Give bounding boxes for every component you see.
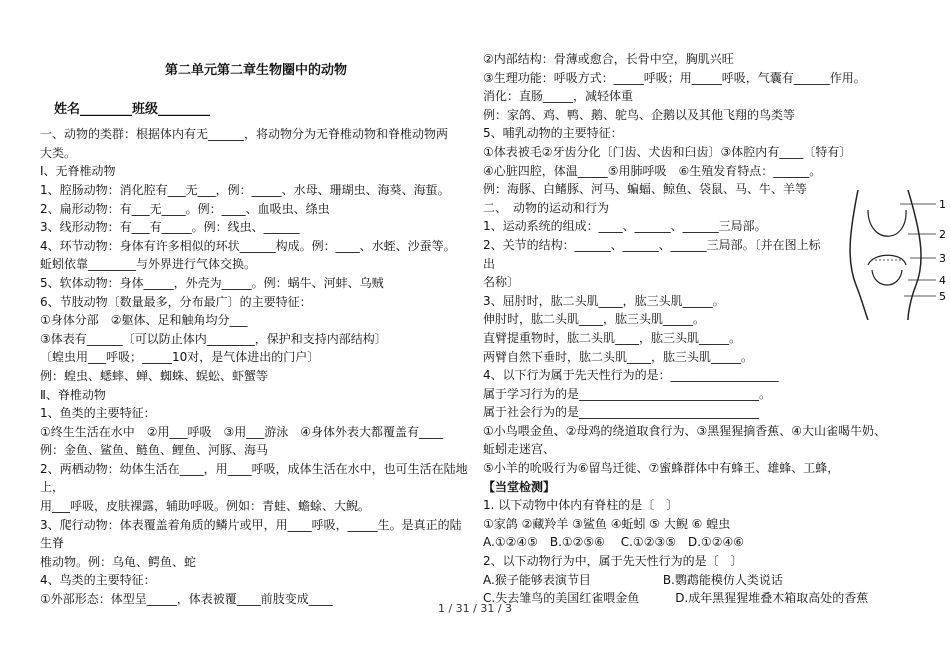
right-text-line: 例：海豚、白鳍豚、河马、蝙蝠、鲸鱼、袋鼠、马、牛、羊等 — [483, 182, 808, 197]
left-text-line: 3、线形动物：有___有_____。例：线虫、______ — [40, 220, 300, 235]
right-text-line: 2、关节的结构：______、______、______三局部。〔并在图上标 — [483, 237, 821, 252]
left-text-line: 5、软体动物：身体_____，外壳为_____。例：蜗牛、河蚌、乌贼 — [40, 275, 384, 290]
right-text-line: 直臂提重物时，肱二头肌____，肱三头肌_____。 — [483, 330, 742, 345]
left-text-line: 2、扁形动物：有___无____。例：____、血吸虫、绦虫 — [40, 201, 330, 216]
left-text-line: ③体表有______〔可以防止体内________，保护和支持内部结构〕 — [40, 331, 387, 346]
left-text-line: ①外部形态：体型呈_____，体表被覆____前肢变成____ — [40, 592, 333, 607]
knee-joint-diagram — [838, 190, 948, 320]
right-text-line: 【当堂检测】 — [483, 479, 556, 494]
left-text-line: Ⅱ、脊椎动物 — [40, 387, 106, 402]
right-text-line: ⑤小羊的吮吸行为⑥留鸟迁徙、⑦蜜蜂群体中有蜂王、雄蜂、工蜂， — [483, 461, 840, 476]
left-text-line: 4、鸟类的主要特征： — [40, 573, 156, 588]
right-text-line: A.猴子能够表演节目 B.鹦鹉能模仿人类说话 — [483, 572, 783, 587]
left-text-line: 例：蝗虫、蟋蟀、蝉、蜘蛛、蜈蚣、虾蟹等 — [40, 368, 269, 383]
right-text-line: 消化：直肠_____，减轻体重 — [483, 89, 634, 104]
right-text-line: 例：家鸽、鸡、鸭、鹅、鸵鸟、企鹅以及其他飞翔的鸟类等 — [483, 107, 796, 122]
lower-bone — [872, 270, 902, 285]
right-text-line: C.失去雏鸟的美国红雀喂金鱼 D.成年黑猩猩堆叠木箱取高处的香蕉 — [483, 591, 869, 606]
left-text-line: 6、节肢动物〔数量最多，分布最广〕的主要特征： — [40, 294, 312, 309]
left-text-line: 用___呼吸，皮肤裸露，辅助呼吸。例如：青蛙、蟾蜍、大鲵。 — [40, 499, 371, 514]
left-text-line: 1、腔肠动物：消化腔有___无___，例：_____、水母、珊瑚虫、海葵、海蜇。 — [40, 182, 450, 197]
right-column — [483, 50, 887, 608]
left-text-line: 例：金鱼、鲨鱼、鲢鱼、鲤鱼、河豚、海马 — [40, 443, 269, 458]
right-text-line: 1、运动系统的组成：____、______、______三局部。 — [483, 219, 767, 234]
right-text-line: ①小鸟喂金鱼、②母鸡的绕道取食行为、③黑猩猩摘香蕉、④大山雀喝牛奶、 — [483, 423, 887, 438]
right-text-line: A.①②④⑤ B.①②⑤⑥ C.①②③⑤ D.①②④⑥ — [483, 535, 745, 550]
left-text-line: Ⅰ、无脊椎动物 — [40, 164, 116, 179]
left-text-line: 2、两栖动物：幼体生活在____，用____呼吸，成体生活在水中，也可生活在陆地 — [40, 461, 468, 476]
right-text-line: 5、哺乳动物的主要特征： — [483, 126, 623, 141]
right-text-line: 出 — [483, 256, 496, 271]
joint-head — [868, 210, 906, 236]
left-text-line: ①身体分部 ②躯体、足和触角均分___ — [40, 313, 248, 328]
left-text-line: 椎动物。例：乌龟、鳄鱼、蛇 — [40, 554, 197, 569]
right-text-line: ①家鸽 ②藏羚羊 ③鲨鱼 ④蚯蚓 ⑤ 大鲵 ⑥ 蝗虫 — [483, 516, 731, 531]
left-text-line: 3、爬行动物：体表覆盖着角质的鳞片或甲，用____呼吸，_____生。是真正的陆 — [40, 517, 462, 532]
diagram-label: 1 — [939, 198, 946, 211]
right-text-line: 蚯蚓走迷宫、 — [483, 442, 556, 457]
right-text-line: 3、屈肘时，肱二头肌____，肱三头肌_____。 — [483, 293, 725, 308]
name-class-row: 姓名________班级________ — [54, 101, 211, 117]
right-text-line: ①体表被毛②牙齿分化〔门齿、犬齿和臼齿〕③体腔内有____〔特有〕 — [483, 144, 852, 159]
diagram-label: 4 — [939, 274, 946, 287]
right-text-line: 二、 动物的运动和行为 — [483, 200, 610, 215]
diagram-label: 5 — [939, 290, 946, 303]
bone-upper-right — [908, 190, 921, 320]
bone-upper-left — [850, 190, 868, 320]
left-text-line: 〔蝗虫用___呼吸；_____10对，是气体进出的门户〕 — [40, 350, 320, 365]
left-column — [40, 62, 472, 609]
left-text-line: 生脊 — [40, 536, 65, 551]
page-footer: 1 / 31 / 31 / 3 — [437, 602, 513, 615]
left-text-line: 4、环节动物：身体有许多相似的环状______构成。例：____、水蛭、沙蚕等。 — [40, 238, 456, 253]
right-text-line: 属于学习行为的是______________________________。 — [483, 386, 772, 401]
right-text-line: 1. 以下动物中体内有脊柱的是〔 〕 — [483, 498, 679, 513]
diagram-label: 3 — [939, 252, 946, 265]
right-text-line: ②内部结构：骨薄或愈合，长骨中空，胸肌兴旺 — [483, 52, 734, 66]
left-text-line: 蚯蚓依靠________与外界进行气体交换。 — [40, 257, 257, 272]
right-text-line: 伸肘时，肱二头肌____，肱三头肌_____。 — [483, 312, 706, 327]
right-text-line: ③生理功能：呼吸方式：_____呼吸；用_____呼吸，气囊有______作用。 — [483, 70, 866, 85]
left-text-line: 1、鱼类的主要特征： — [40, 406, 156, 421]
right-lines — [483, 50, 887, 608]
left-lines — [40, 125, 472, 608]
left-text-line: 一、动物的类群：根据体内有无______，将动物分为无脊椎动物和脊椎动物两 — [40, 127, 449, 142]
right-text-line: ④心脏四腔，体温_____⑤用肺呼吸 ⑥生殖发育特点：______。 — [483, 163, 822, 178]
left-text-line: ①终生生活在水中 ②用___呼吸 ③用___游泳 ④身体外表大都覆盖有____ — [40, 424, 444, 439]
right-text-line: 属于社会行为的是______________________________ — [483, 405, 760, 420]
right-text-line: 两臂自然下垂时，肱二头肌____，肱三头肌_____。 — [483, 349, 754, 364]
left-text-line: 大类。 — [40, 145, 77, 160]
page-title: 第二单元第二章生物圈中的动物 — [164, 63, 347, 78]
right-text-line: 4、以下行为属于先天性行为的是：__________________ — [483, 368, 779, 383]
left-text-line: 上， — [40, 480, 65, 495]
right-text-line: 名称〕 — [483, 275, 520, 290]
right-text-line: 2、以下动物行为中，属于先天性行为的是〔 〕 — [483, 554, 743, 569]
diagram-label: 2 — [939, 228, 946, 241]
